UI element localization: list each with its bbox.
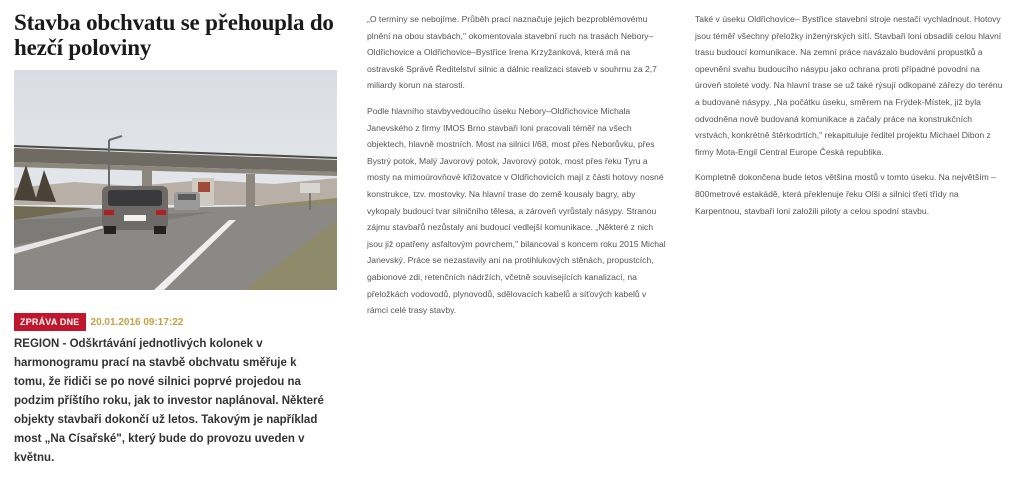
article-body-column-2 <box>695 11 1005 228</box>
body-paragraph: Také v úseku Oldřichovice– Bystřice stavební stroje nestačí vychladnout. Hotovy jsou téměř všechny přeložky inženýrských sítí. Stavbaři loni obsadili celou hlavní trasu budoucí komunikace. Na zemní práce navázalo budování propustků a opevnění svahu budoucího násypu jako ochrana proti případné povodni na úroveň stoleté vody. Na hlavní trase se už také rýsují odkopané zářezy do terénu a budované násypy. „Na počátku úseku, směrem na Frýdek-Místek, již byla odvodněna nově budovaná komunikace a začaly práce na konstrukčních vrstvách, konkrétně štěrkodrtích," rekapituluje ředitel projektu Michael Dibon z firmy Mota-Engil Central Europe Česká republika. <box>695 14 1003 157</box>
article-left-column <box>14 10 339 464</box>
body-paragraph: „O termíny se nebojíme. Průběh prací naznačuje jejich bezproblémovému plnění na obou stavbách," okomentovala stavební ruch na trasách Nebory–Oldřichovice a Oldřichovice–Bystřice Irena Krzyžanková, která má na ostravské Správě Ředitelství silnic a dálnic realizaci staveb v souhrnu za 2,7 miliardy korun na starosti. <box>367 14 657 91</box>
article-lead: REGION - Odškrtávání jednotlivých kolonek v harmonogramu prací na stavbě obchvatu směřuje k tomu, že řidiči se po nové silnici poprvé projedou na podzim příštího roku, jak to investor naplánoval. Některé objekty stavbaři dokončí už letos. Takovým je například most „Na Císařské", který bude do provozu uveden v květnu. <box>14 338 324 464</box>
body-paragraph: Podle hlavního stavbyvedoucího úseku Nebory–Oldřichovice Michala Janevského z firmy IMOS Brno stavbaři loni pracovali téměř na všech objektech, hlavně mostních. Most na silnici I/68, most přes Neborůvku, přes Bystrý potok, Malý Javorový potok, Javorový potok, most přes řeku Tyru a mosty na mimoúrovňové křižovatce v Oldřichovicích mají z části hotovy nosné konstrukce, tzv. mostovky. Na hlavní trase do země kousaly bagry, aby vykopaly budoucí tvar silničního tělesa, a zároveň vyrůstaly násypy. Stranou zájmu stavbařů nezůstaly ani budoucí vedlejší komunikace. „Některé z nich jsou již opatřeny asfaltovým povrchem," bilancoval s koncem roku 2015 Michal Janevský. Práce se nezastavily ani na protihlukových stěnách, propustcích, gabionové zdi, retenčních nádržích, včetně souvisejících kanalizací, na přeložkách vodovodů, plynovodů, sdělovacích kabelů a síťových kabelů v rámci celé trasy stavby. <box>367 105 666 316</box>
article-body-column-1 <box>367 11 667 328</box>
body-paragraph: Kompletně dokončena bude letos většina mostů v tomto úseku. Na největším – 800metrové estakádě, která překlenuje řeku Olši a silnici třetí třídy na Karpentnou, stavbaři loni založili piloty a celou spodní stavbu. <box>695 172 996 216</box>
publish-date: 20.01.2016 09:17:22 <box>90 316 184 328</box>
category-badge[interactable]: ZPRÁVA DNE <box>14 313 86 331</box>
article-photo[interactable] <box>14 70 337 290</box>
road-bridge-photo <box>14 70 337 290</box>
article-meta <box>14 313 183 331</box>
article-title[interactable]: Stavba obchvatu se přehoupla do hezčí poloviny <box>14 10 334 60</box>
